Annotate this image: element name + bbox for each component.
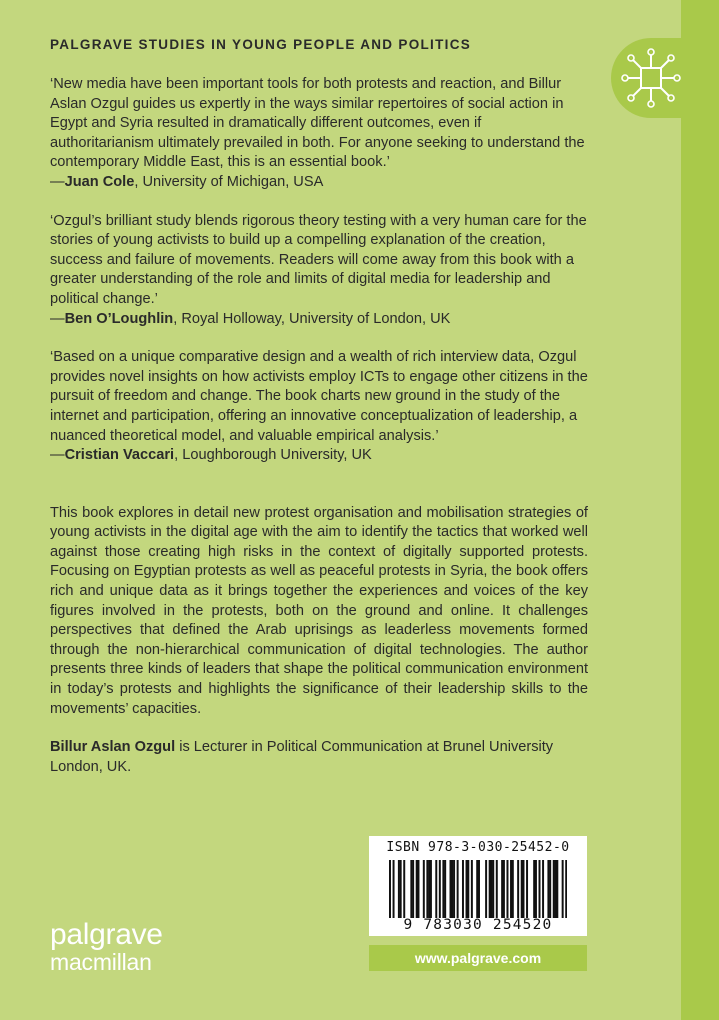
isbn-digits: 9 783030 254520 <box>403 917 553 933</box>
publisher-name-line1: palgrave <box>50 918 163 951</box>
network-star-icon <box>619 46 683 110</box>
series-title: PALGRAVE STUDIES IN YOUNG PEOPLE AND POLITICS <box>50 37 472 52</box>
endorsement-quote: ‘Ozgul’s brilliant study blends rigorous theory testing with a very human care for the stories of young activists to build up a compelling explanation of the creation, success and failure of movements. Readers will come away from this book with a greater understanding of the role and limits of digital media for leadership and political change.’ <box>50 212 587 307</box>
isbn-label: ISBN 978-3-030-25452-0 <box>386 840 570 855</box>
author-name: Billur Aslan Ozgul <box>50 739 176 756</box>
author-bio <box>50 738 588 777</box>
endorsement-attribution: —Juan Cole, University of Michigan, USA <box>50 173 324 190</box>
endorser-name: Ben O’Loughlin <box>64 310 174 327</box>
publisher-url[interactable]: www.palgrave.com <box>369 945 587 971</box>
endorsement-attribution: —Ben O’Loughlin, Royal Holloway, University of London, UK <box>50 310 451 327</box>
endorser-affiliation: , Loughborough University, UK <box>174 447 372 464</box>
back-cover-text <box>50 75 588 777</box>
endorsement-quote: ‘New media have been important tools for both protests and reaction, and Billur Aslan Ozgul guides us expertly in the ways similar repertoires of social action in Egypt and Syria resulted in dramatically different outcomes, even if authoritarianism ultimately prevailed in both. For anyone seeking to understand the contemporary Middle East, this is an essential book.’ <box>50 76 585 171</box>
publisher-name-line2: macmillan <box>50 949 152 975</box>
endorsement-attribution: —Cristian Vaccari, Loughborough University, UK <box>50 447 372 464</box>
endorsement-quote: ‘Based on a unique comparative design and a wealth of rich interview data, Ozgul provides novel insights on how activists employ ICTs to engage other citizens in the pursuit of freedom and change. The book charts new ground in the study of the internet and participation, offering an innovative conceptualization of leadership, a nuanced theoretical model, and valuable empirical analysis.’ <box>50 349 588 444</box>
publisher-logo <box>50 920 163 974</box>
author-bio-text: is Lecturer in Political Communication at Brunel University London, UK. <box>50 739 554 775</box>
series-logo-tab <box>611 38 719 118</box>
book-description: This book explores in detail new protest organisation and mobilisation strategies of young activists in the digital age with the aim to identify the tactics that worked well against those creating high risks in the context of digitally supported protests. Focusing on Egyptian protests as well as peaceful protests in Syria, the book offers rich and unique data as it brings together the experiences and voices of the key figures involved in the protests, both on the ground and online. It challenges perspectives that defined the Arab uprisings as leaderless movements formed through the non-hierarchical communication of digital technologies. The author presents three kinds of leaders that shape the political communication environment in today’s protests and highlights the significance of their leadership skills to the movements’ capacities. <box>50 504 588 717</box>
isbn-barcode <box>369 836 587 936</box>
endorser-name: Cristian Vaccari <box>64 447 175 464</box>
endorser-name: Juan Cole <box>64 173 135 190</box>
endorser-affiliation: , Royal Holloway, University of London, UK <box>173 310 451 327</box>
barcode-icon <box>389 860 567 918</box>
endorser-affiliation: , University of Michigan, USA <box>134 173 324 190</box>
spine-strip <box>681 0 719 1020</box>
